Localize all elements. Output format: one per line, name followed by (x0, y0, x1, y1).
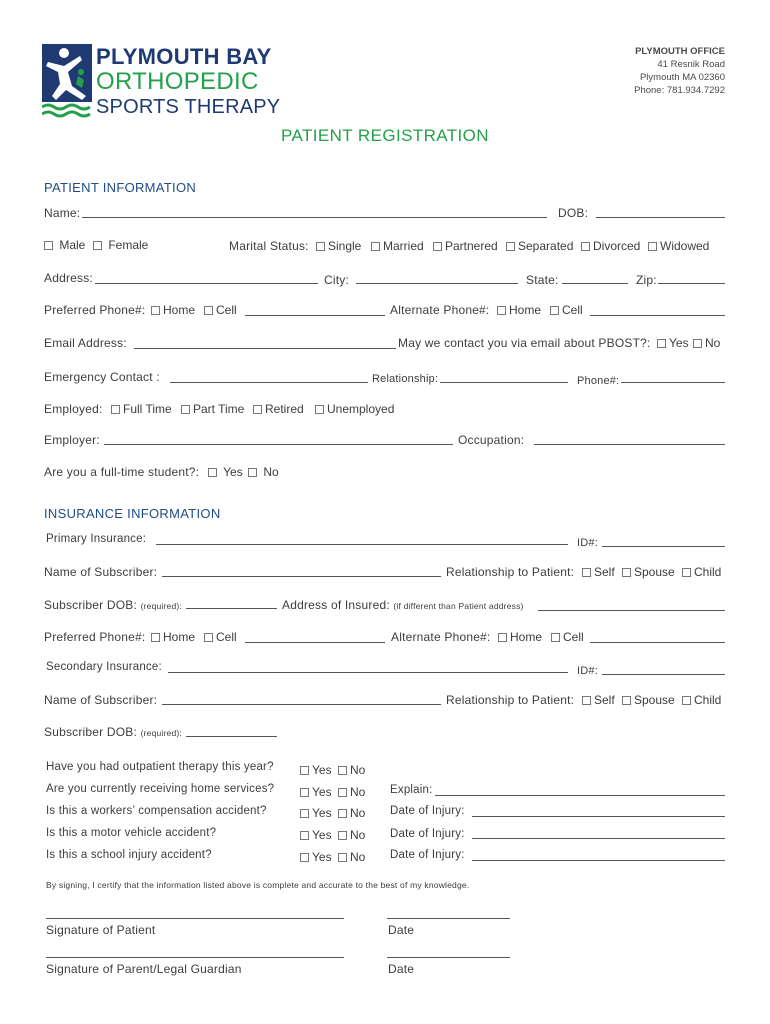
spouse2-option[interactable] (622, 693, 675, 707)
name-label: Name: (44, 206, 81, 220)
guardian-signature-field[interactable] (46, 957, 344, 958)
ins-pref-home-checkbox[interactable] (151, 633, 160, 642)
email-yes-option[interactable] (657, 336, 689, 350)
separated-option[interactable] (506, 239, 573, 253)
alt-cell-option[interactable] (550, 303, 583, 317)
married-label: Married (383, 239, 424, 253)
q4-no-checkbox[interactable] (338, 831, 347, 840)
student-label: Are you a full-time student?: (44, 465, 200, 479)
q1-yes-checkbox[interactable] (300, 766, 309, 775)
primary-id-label: ID#: (577, 537, 598, 549)
email-yes-label: Yes (669, 336, 689, 350)
subscriber-label: Name of Subscriber: (44, 565, 158, 579)
q5-yes-option[interactable] (300, 850, 332, 864)
injury-date3-label: Date of Injury: (390, 805, 465, 817)
addr-insured-row (282, 598, 524, 612)
sub-dob2-field[interactable] (186, 736, 277, 737)
child-checkbox[interactable] (682, 568, 691, 577)
student-no-checkbox[interactable] (248, 468, 257, 477)
office-title: PLYMOUTH OFFICE (635, 46, 725, 57)
child2-option[interactable] (682, 693, 721, 707)
pref-home-option[interactable] (151, 303, 195, 317)
q1-yes-label: Yes (312, 763, 332, 777)
spouse2-label: Spouse (634, 693, 675, 707)
student-yes-label: Yes (223, 465, 243, 479)
widowed-option[interactable] (648, 239, 709, 253)
ins-pref-cell-checkbox[interactable] (204, 633, 213, 642)
addr-insured-label: Address of Insured: (282, 598, 390, 612)
male-label: Male (59, 238, 86, 252)
marital-label: Marital Status: (229, 239, 309, 253)
partnered-checkbox[interactable] (433, 242, 442, 251)
q1-no-option[interactable] (338, 763, 365, 777)
secondary-id-field[interactable] (602, 674, 725, 675)
alt-home-option[interactable] (497, 303, 541, 317)
emergency-field[interactable] (170, 382, 368, 383)
office-address-block (634, 45, 725, 97)
full-time-checkbox[interactable] (111, 405, 120, 414)
subscriber2-field[interactable] (162, 704, 441, 705)
address-field[interactable] (95, 283, 318, 284)
email-label: Email Address: (44, 336, 127, 350)
q5-label: Is this a school injury accident? (46, 849, 212, 861)
ins-pref-phone-field[interactable] (245, 642, 385, 643)
widowed-label: Widowed (660, 239, 710, 253)
emergency-label: Emergency Contact : (44, 370, 160, 384)
dob-label: DOB: (558, 206, 589, 220)
alt-phone-label: Alternate Phone#: (390, 303, 490, 317)
q4-label: Is this a motor vehicle accident? (46, 827, 217, 839)
office-phone: Phone: 781.934.7292 (634, 85, 725, 96)
student-no-label: No (263, 465, 279, 479)
email-yes-checkbox[interactable] (657, 339, 666, 348)
alt-cell-label: Cell (562, 303, 583, 317)
email-field[interactable] (134, 348, 396, 349)
part-time-label: Part Time (193, 402, 245, 416)
ins-alt-home-option[interactable] (498, 630, 542, 644)
form-title: PATIENT REGISTRATION (281, 126, 489, 145)
child-option[interactable] (682, 565, 721, 579)
occupation-label: Occupation: (458, 433, 525, 447)
pref-cell-label: Cell (216, 303, 237, 317)
male-checkbox[interactable] (44, 241, 53, 250)
ins-alt-cell-label: Cell (563, 630, 584, 644)
q2-no-checkbox[interactable] (338, 788, 347, 797)
address-label: Address: (44, 271, 93, 285)
office-city: Plymouth MA 02360 (639, 72, 725, 83)
separated-label: Separated (518, 239, 574, 253)
pref-home-label: Home (163, 303, 196, 317)
q1-label: Have you had outpatient therapy this year? (46, 761, 274, 773)
injury-date4-label: Date of Injury: (390, 828, 465, 840)
q5-no-checkbox[interactable] (338, 853, 347, 862)
q3-no-label: No (350, 806, 366, 820)
self2-option[interactable] (582, 693, 615, 707)
q1-yes-option[interactable] (300, 763, 332, 777)
office-street: 41 Resnik Road (657, 59, 725, 70)
pref-cell-checkbox[interactable] (204, 306, 213, 315)
brand-name-line2: ORTHOPEDIC (96, 68, 259, 95)
child2-label: Child (694, 693, 722, 707)
q1-no-checkbox[interactable] (338, 766, 347, 775)
q5-yes-checkbox[interactable] (300, 853, 309, 862)
sub-dob-label: Subscriber DOB: (44, 598, 138, 612)
q2-no-label: No (350, 785, 366, 799)
q4-yes-checkbox[interactable] (300, 831, 309, 840)
student-yes-option[interactable] (208, 465, 243, 479)
partnered-label: Partnered (445, 239, 498, 253)
retired-option[interactable] (253, 402, 304, 416)
alt-home-label: Home (509, 303, 542, 317)
patient-date-label: Date (388, 923, 415, 937)
child-label: Child (694, 565, 722, 579)
employer-label: Employer: (44, 433, 100, 447)
married-checkbox[interactable] (371, 242, 380, 251)
separated-checkbox[interactable] (506, 242, 515, 251)
female-checkbox[interactable] (93, 241, 102, 250)
certify-text: By signing, I certify that the information listed above is complete and accurate to the best of my knowledge. (46, 880, 470, 890)
retired-checkbox[interactable] (253, 405, 262, 414)
part-time-checkbox[interactable] (181, 405, 190, 414)
q2-yes-option[interactable] (300, 785, 332, 799)
guardian-date-label: Date (388, 962, 415, 976)
alt-phone-field[interactable] (590, 315, 725, 316)
pref-phone-label: Preferred Phone#: (44, 303, 146, 317)
ins-alt-cell-option[interactable] (551, 630, 584, 644)
email-no-option[interactable] (693, 336, 720, 350)
q2-no-option[interactable] (338, 785, 365, 799)
primary-id-field[interactable] (602, 546, 725, 547)
spouse-label: Spouse (634, 565, 675, 579)
state-field[interactable] (562, 283, 628, 284)
relationship-label: Relationship: (372, 373, 439, 385)
email-contact-label: May we contact you via email about PBOST?: (398, 336, 651, 350)
zip-field[interactable] (658, 283, 725, 284)
student-no-option[interactable] (248, 465, 279, 479)
athlete-figure-icon (42, 44, 92, 120)
sub-dob-field[interactable] (186, 608, 277, 609)
child2-checkbox[interactable] (682, 696, 691, 705)
spouse-checkbox[interactable] (622, 568, 631, 577)
single-option[interactable] (316, 239, 361, 253)
pref-home-checkbox[interactable] (151, 306, 160, 315)
state-label: State: (526, 273, 559, 287)
sub-dob2-label: Subscriber DOB: (44, 725, 138, 739)
q4-yes-label: Yes (312, 828, 332, 842)
primary-insurance-label: Primary Insurance: (46, 533, 147, 545)
emergency-phone-field[interactable] (621, 382, 725, 383)
q4-no-option[interactable] (338, 828, 365, 842)
ins-alt-phone-field[interactable] (590, 642, 725, 643)
if-diff-note: (if different than Patient address) (393, 601, 524, 611)
patient-signature-field[interactable] (46, 918, 344, 919)
ins-alt-phone-label: Alternate Phone#: (391, 630, 491, 644)
explain-label: Explain: (390, 784, 433, 796)
ins-pref-home-option[interactable] (151, 630, 195, 644)
self2-checkbox[interactable] (582, 696, 591, 705)
pref-phone-field[interactable] (245, 315, 385, 316)
q5-yes-label: Yes (312, 850, 332, 864)
q2-label: Are you currently receiving home services? (46, 783, 275, 795)
subscriber2-label: Name of Subscriber: (44, 693, 158, 707)
patient-section-heading: PATIENT INFORMATION (44, 180, 197, 195)
city-field[interactable] (356, 283, 518, 284)
student-yes-checkbox[interactable] (208, 468, 217, 477)
sub-dob-row (44, 598, 182, 612)
emergency-phone-label: Phone#: (577, 375, 620, 387)
self-checkbox[interactable] (582, 568, 591, 577)
male-option[interactable] (44, 238, 85, 252)
widowed-checkbox[interactable] (648, 242, 657, 251)
injury-date5-field[interactable] (472, 860, 725, 861)
q3-yes-label: Yes (312, 806, 332, 820)
divorced-label: Divorced (593, 239, 641, 253)
sub-dob2-row (44, 725, 182, 739)
divorced-option[interactable] (581, 239, 640, 253)
unemployed-label: Unemployed (327, 402, 395, 416)
spouse2-checkbox[interactable] (622, 696, 631, 705)
self-label: Self (594, 565, 615, 579)
occupation-field[interactable] (534, 444, 725, 445)
single-checkbox[interactable] (316, 242, 325, 251)
q3-label: Is this a workers’ compensation accident? (46, 805, 267, 817)
guardian-signature-label: Signature of Parent/Legal Guardian (46, 962, 242, 976)
required-note: (required): (140, 601, 182, 611)
pref-cell-option[interactable] (204, 303, 237, 317)
part-time-option[interactable] (181, 402, 244, 416)
ins-alt-home-checkbox[interactable] (498, 633, 507, 642)
email-no-label: No (705, 336, 721, 350)
name-field[interactable] (82, 217, 547, 218)
zip-label: Zip: (636, 273, 657, 287)
ins-pref-cell-label: Cell (216, 630, 237, 644)
self-option[interactable] (582, 565, 615, 579)
injury-date3-field[interactable] (472, 816, 725, 817)
q5-no-label: No (350, 850, 366, 864)
single-label: Single (328, 239, 362, 253)
email-no-checkbox[interactable] (693, 339, 702, 348)
secondary-id-label: ID#: (577, 665, 598, 677)
ins-pref-cell-option[interactable] (204, 630, 237, 644)
explain-field[interactable] (435, 795, 725, 796)
self2-label: Self (594, 693, 615, 707)
rel-patient-label: Relationship to Patient: (446, 565, 575, 579)
married-option[interactable] (371, 239, 424, 253)
full-time-label: Full Time (123, 402, 172, 416)
ins-alt-cell-checkbox[interactable] (551, 633, 560, 642)
female-option[interactable] (93, 238, 148, 252)
q2-yes-label: Yes (312, 785, 332, 799)
unemployed-option[interactable] (315, 402, 394, 416)
alt-cell-checkbox[interactable] (550, 306, 559, 315)
subscriber-field[interactable] (162, 576, 441, 577)
injury-date4-field[interactable] (472, 838, 725, 839)
divorced-checkbox[interactable] (581, 242, 590, 251)
full-time-option[interactable] (111, 402, 172, 416)
primary-insurance-field[interactable] (156, 544, 568, 545)
required2-note: (required): (140, 728, 182, 738)
relationship-field[interactable] (440, 382, 568, 383)
q2-yes-checkbox[interactable] (300, 788, 309, 797)
q3-no-checkbox[interactable] (338, 809, 347, 818)
secondary-insurance-label: Secondary Insurance: (46, 661, 162, 673)
partnered-option[interactable] (433, 239, 498, 253)
unemployed-checkbox[interactable] (315, 405, 324, 414)
brand-name-line1: PLYMOUTH BAY (96, 44, 272, 69)
q3-yes-checkbox[interactable] (300, 809, 309, 818)
patient-date-field[interactable] (387, 918, 510, 919)
employer-field[interactable] (104, 444, 453, 445)
insurance-section-heading: INSURANCE INFORMATION (44, 506, 221, 521)
patient-signature-label: Signature of Patient (46, 923, 156, 937)
rel-patient2-label: Relationship to Patient: (446, 693, 575, 707)
alt-home-checkbox[interactable] (497, 306, 506, 315)
employed-label: Employed: (44, 402, 103, 416)
ins-pref-home-label: Home (163, 630, 196, 644)
secondary-insurance-field[interactable] (168, 672, 568, 673)
q3-yes-option[interactable] (300, 806, 332, 820)
q4-yes-option[interactable] (300, 828, 332, 842)
retired-label: Retired (265, 402, 304, 416)
female-label: Female (108, 238, 149, 252)
addr-insured-field[interactable] (538, 610, 725, 611)
q1-no-label: No (350, 763, 366, 777)
dob-field[interactable] (596, 217, 725, 218)
injury-date5-label: Date of Injury: (390, 849, 465, 861)
ins-pref-phone-label: Preferred Phone#: (44, 630, 146, 644)
guardian-date-field[interactable] (387, 957, 510, 958)
q4-no-label: No (350, 828, 366, 842)
spouse-option[interactable] (622, 565, 675, 579)
city-label: City: (324, 273, 349, 287)
q3-no-option[interactable] (338, 806, 365, 820)
ins-alt-home-label: Home (510, 630, 543, 644)
q5-no-option[interactable] (338, 850, 365, 864)
brand-name-line3: SPORTS THERAPY (96, 96, 281, 118)
